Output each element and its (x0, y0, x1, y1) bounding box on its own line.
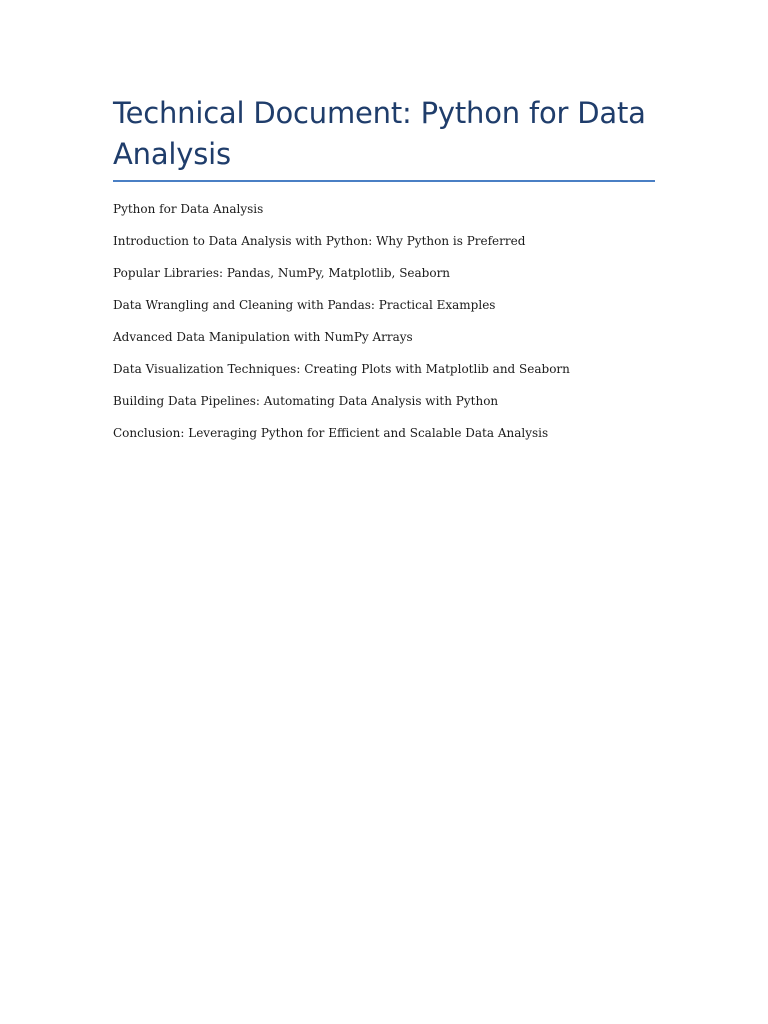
document-title: Technical Document: Python for Data Analysis (113, 96, 646, 171)
section-item: Introduction to Data Analysis with Python: Why Python is Preferred (113, 234, 526, 248)
section-item: Data Wrangling and Cleaning with Pandas: Practical Examples (113, 298, 496, 312)
section-list (113, 201, 655, 441)
title-divider (113, 180, 655, 182)
document-content (113, 93, 655, 457)
section-item: Data Visualization Techniques: Creating Plots with Matplotlib and Seaborn (113, 362, 570, 376)
section-item: Advanced Data Manipulation with NumPy Arrays (113, 330, 413, 344)
section-item: Conclusion: Leveraging Python for Efficient and Scalable Data Analysis (113, 426, 549, 440)
section-item: Python for Data Analysis (113, 202, 264, 216)
section-item: Building Data Pipelines: Automating Data Analysis with Python (113, 394, 499, 408)
section-item: Popular Libraries: Pandas, NumPy, Matplotlib, Seaborn (113, 266, 451, 280)
